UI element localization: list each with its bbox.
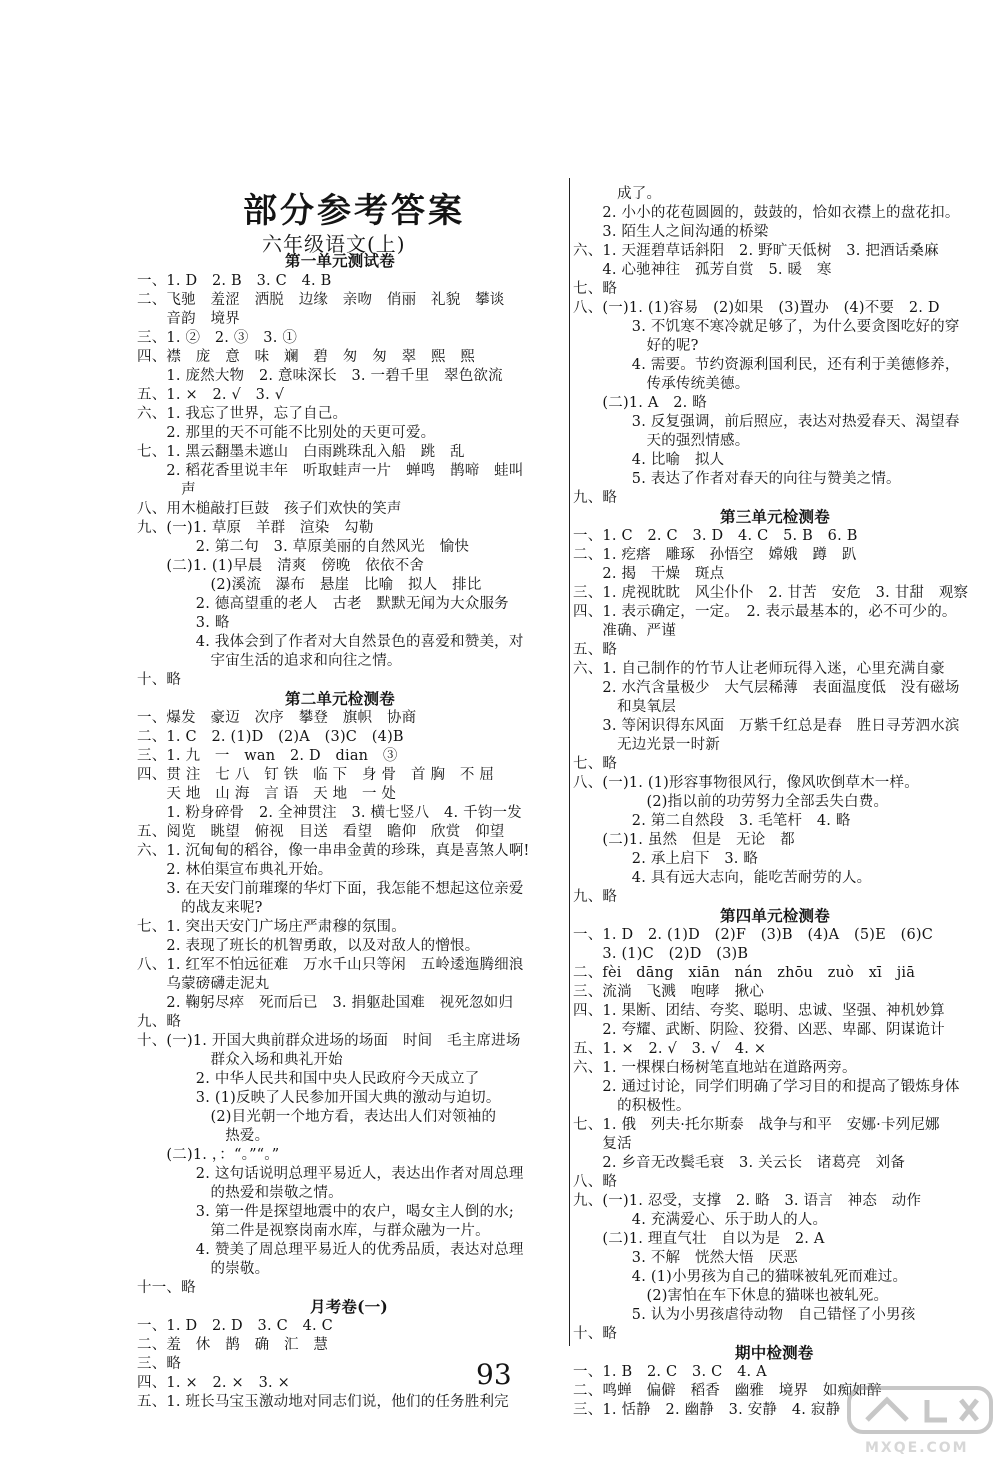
answer-line: 二、1. 疙瘩 雕琢 孙悟空 嫦娥 蹲 趴: [573, 547, 857, 563]
answer-line: 三、1. 九 一 wan 2. D dian ③: [137, 748, 398, 764]
answer-line: 三、1. ② 2. ③ 3. ①: [137, 330, 298, 346]
answer-line: 八、1. 红军不怕远征难 万水千山只等闲 五岭逶迤腾细浪: [137, 957, 524, 973]
answer-line: 六、1. 我忘了世界，忘了自己。: [137, 406, 348, 422]
answer-line: (二)1. ，：“。”“。”: [137, 1147, 280, 1163]
answer-line: 五、1. × 2. √ 3. √ 4. ×: [573, 1041, 767, 1057]
answer-line: 群众入场和典礼开始: [137, 1052, 343, 1068]
answer-line: (二)1. 虽然 但是 无论 都: [573, 832, 795, 848]
answer-line: (二)1. A 2. 略: [573, 395, 707, 411]
answer-line: 3. (1)C (2)D (3)B: [573, 946, 749, 962]
answer-line: 五、略: [573, 642, 618, 658]
answer-line: 2. 小小的花苞圆圆的，鼓鼓的，恰如衣襟上的盘花扣。: [573, 205, 960, 221]
section-heading: 第一单元测试卷: [285, 251, 395, 270]
answer-line: 七、略: [573, 756, 618, 772]
answer-line: 十、(一)1. 开国大典前群众进场的场面 时间 毛主席进场: [137, 1033, 521, 1049]
answer-line: 2. 第二自然段 3. 毛笔杆 4. 略: [573, 813, 851, 829]
section-heading: 第三单元检测卷: [720, 507, 830, 526]
answer-line: 2. 第二句 3. 草原美丽的自然风光 愉快: [137, 539, 470, 555]
answer-line: 五、阅览 眺望 俯视 目送 看望 瞻仰 欣赏 仰望: [137, 824, 505, 840]
answer-line: 4. (1)小男孩为自己的猫咪被轧死而难过。: [573, 1269, 908, 1285]
answer-line: 3. 反复强调，前后照应，表达对热爱春天、渴望春: [573, 414, 960, 430]
section-heading: 月考卷(一): [310, 1297, 388, 1316]
answer-line: 2. 这句话说明总理平易近人，表达出作者对周总理: [137, 1166, 524, 1182]
answer-line: 2. 水汽含量极少 大气层稀薄 表面温度低 没有磁场: [573, 680, 960, 696]
answer-line: 2. 德高望重的老人 古老 默默无闻为大众服务: [137, 596, 509, 612]
answer-line: 一、1. C 2. C 3. D 4. C 5. B 6. B: [573, 528, 858, 544]
answer-line: 七、1. 突出天安门广场庄严肃穆的氛围。: [137, 919, 406, 935]
answer-line: 九、(一)1. 草原 羊群 渲染 勾勒: [137, 520, 374, 536]
watermark-text: MXQE.COM: [865, 1440, 969, 1456]
answer-line: 一、1. D 2. B 3. C 4. B: [137, 273, 332, 289]
watermark-logo-icon: [845, 1382, 995, 1438]
answer-line: 四、襟 庞 意 味 斓 碧 匆 匆 翠 熙 熙: [137, 349, 476, 365]
answer-line: 十、略: [573, 1326, 618, 1342]
answer-line: 天的强烈情感。: [573, 433, 750, 449]
answer-line: 宇宙生活的追求和向往之情。: [137, 653, 402, 669]
answer-line: 2. 表现了班长的机智勇敢，以及对敌人的憎恨。: [137, 938, 480, 954]
answer-line: 的崇敬。: [137, 1261, 270, 1277]
answer-line: 4. 赞美了周总理平易近人的优秀品质，表达对总理: [137, 1242, 524, 1258]
section-heading: 期中检测卷: [735, 1343, 814, 1362]
page-number: 93: [476, 1358, 512, 1391]
answer-line: 2. 那里的天不可能不比别处的天更可爱。: [137, 425, 436, 441]
page-title: 部分参考答案: [243, 191, 465, 231]
answer-line: 4. 具有远大志向，能吃苦耐劳的人。: [573, 870, 872, 886]
answer-line: 一、1. D 2. (1)D (2)F (3)B (4)A (5)E (6)C: [573, 927, 934, 943]
answer-line: 八、用木槌敲打巨鼓 孩子们欢快的笑声: [137, 501, 402, 517]
answer-line: 五、1. × 2. √ 3. √: [137, 387, 285, 403]
answer-line: 的积极性。: [573, 1098, 691, 1114]
answer-line: 2. 中华人民共和国中央人民政府今天成立了: [137, 1071, 480, 1087]
answer-line: 热爱。: [137, 1128, 270, 1144]
answer-line: 六、1. 一棵棵白杨树笔直地站在道路两旁。: [573, 1060, 857, 1076]
answer-line: 和臭氧层: [573, 699, 676, 715]
answer-line: 2. 通过讨论，同学们明确了学习目的和提高了锻炼身体: [573, 1079, 960, 1095]
answer-line: 成了。: [573, 186, 662, 202]
answer-line: 4. 充满爱心、乐于助人的人。: [573, 1212, 828, 1228]
answer-line: 复活: [573, 1136, 632, 1152]
answer-line: 音韵 境界: [137, 311, 240, 327]
answer-line: 七、1. 俄 列夫·托尔斯泰 战争与和平 安娜·卡列尼娜: [573, 1117, 940, 1133]
answer-line: (2)指以前的功劳努力全部丢失白费。: [573, 794, 889, 810]
answer-line: 好的呢?: [573, 338, 699, 354]
answer-line: 2. 承上启下 3. 略: [573, 851, 759, 867]
answer-line: 三、略: [137, 1356, 182, 1372]
answer-line: (二)1. 理直气壮 自以为是 2. A: [573, 1231, 825, 1247]
section-heading: 第二单元检测卷: [285, 689, 395, 708]
answer-line: 第二件是视察岗南水库，与群众融为一片。: [137, 1223, 490, 1239]
answer-line: (二)1. (1)早晨 清爽 傍晚 依依不舍: [137, 558, 425, 574]
answer-line: 2. 林伯渠宣布典礼开始。: [137, 862, 333, 878]
answer-line: 二、1. C 2. (1)D (2)A (3)C (4)B: [137, 729, 404, 745]
answer-line: 九、略: [573, 889, 618, 905]
answer-line: 九、(一)1. 忍受，支撑 2. 略 3. 语言 神态 动作: [573, 1193, 922, 1209]
answer-line: 六、1. 沉甸甸的稻谷，像一串串金黄的珍珠，真是喜煞人啊!: [137, 843, 530, 859]
answer-line: 2. 夸耀、武断、阴险、狡猾、凶恶、卑鄙、阴谋诡计: [573, 1022, 945, 1038]
answer-line: 3. 等闲识得东风面 万紫千红总是春 胜日寻芳泗水滨: [573, 718, 960, 734]
answer-line: 乌蒙磅礴走泥丸: [137, 976, 270, 992]
answer-line: 的热爱和崇敬之情。: [137, 1185, 343, 1201]
answer-line: 四、1. 表示确定，一定。 2. 表示最基本的，必不可少的。: [573, 604, 957, 620]
answer-line: 4. 我体会到了作者对大自然景色的喜爱和赞美，对: [137, 634, 524, 650]
answer-line: 2. 揭 干燥 斑点: [573, 566, 725, 582]
answer-line: (2)溪流 瀑布 悬崖 比喻 拟人 排比: [137, 577, 482, 593]
answer-line: 一、爆发 豪迈 次序 攀登 旗帜 协商: [137, 710, 417, 726]
answer-line: 2. 稻花香里说丰年 听取蛙声一片 蝉鸣 鹊啼 蛙叫: [137, 463, 524, 479]
section-heading: 第四单元检测卷: [720, 906, 830, 925]
answer-line: 二、鸣蝉 偏僻 稻香 幽雅 境界 如痴如醉: [573, 1383, 882, 1399]
answer-line: (2)目光朝一个地方看，表达出人们对领袖的: [137, 1109, 497, 1125]
answer-line: 二、fèi dāng xiān nán zhōu zuò xī jiā: [573, 965, 916, 981]
answer-line: 二、飞驰 羞涩 洒脱 边缘 亲吻 俏丽 礼貌 攀谈: [137, 292, 505, 308]
answer-line: 3. 第一件是探望地震中的农户，喝女主人倒的水;: [137, 1204, 514, 1220]
answer-line: 3. 略: [137, 615, 230, 631]
answer-line: 4. 需要。节约资源利国利民，还有利于美德修养，: [573, 357, 960, 373]
answer-line: 2. 乡音无改鬓毛衰 3. 关云长 诸葛亮 刘备: [573, 1155, 906, 1171]
answer-line: 八、(一)1. (1)容易 (2)如果 (3)置办 (4)不要 2. D: [573, 300, 940, 316]
answer-line: 准确、严谨: [573, 623, 676, 639]
answer-line: 3. 陌生人之间沟通的桥梁: [573, 224, 769, 240]
answer-line: 1. 粉身碎骨 2. 全神贯注 3. 横七竖八 4. 千钧一发: [137, 805, 522, 821]
answer-line: 六、1. 天涯碧草话斜阳 2. 野旷天低树 3. 把酒话桑麻: [573, 243, 939, 259]
column-divider: [569, 178, 570, 1346]
answer-line: 天 地 山 海 言 语 天 地 一 处: [137, 786, 397, 802]
answer-line: 三、1. 恬静 2. 幽静 3. 安静 4. 寂静: [573, 1402, 841, 1418]
answer-line: 十一、略: [137, 1280, 196, 1296]
answer-line: 3. 不饥寒不寒冷就足够了，为什么要贪图吃好的穿: [573, 319, 960, 335]
answer-line: 七、略: [573, 281, 618, 297]
answer-line: 三、流淌 飞溅 咆哮 揪心: [573, 984, 765, 1000]
answer-line: (2)害怕在车下休息的猫咪也被轧死。: [573, 1288, 889, 1304]
answer-line: 2. 鞠躬尽瘁 死而后已 3. 捐躯赴国难 视死忽如归: [137, 995, 514, 1011]
answer-line: 一、1. B 2. C 3. C 4. A: [573, 1364, 767, 1380]
answer-line: 九、略: [573, 490, 618, 506]
answer-line: 3. (1)反映了人民参加开国大典的激动与迫切。: [137, 1090, 501, 1106]
answer-line: 3. 在天安门前璀璨的华灯下面，我怎能不想起这位亲爱: [137, 881, 524, 897]
answer-line: 1. 庞然大物 2. 意味深长 3. 一碧千里 翠色欲流: [137, 368, 503, 384]
answer-line: 六、1. 自己制作的竹节人让老师玩得入迷，心里充满自豪: [573, 661, 945, 677]
answer-line: 传承传统美德。: [573, 376, 750, 392]
answer-line: 二、羞 休 鹊 确 汇 慧: [137, 1337, 329, 1353]
answer-line: 4. 比喻 拟人: [573, 452, 725, 468]
answer-line: 三、1. 虎视眈眈 风尘仆仆 2. 甘苦 安危 3. 甘甜 观察: [573, 585, 969, 601]
answer-line: 四、1. 果断、团结、夸奖、聪明、忠诚、坚强、神机妙算: [573, 1003, 945, 1019]
answer-line: 九、略: [137, 1014, 182, 1030]
answer-line: 3. 不解 恍然大悟 厌恶: [573, 1250, 798, 1266]
answer-line: 十、略: [137, 672, 182, 688]
answer-line: 四、1. × 2. × 3. ×: [137, 1375, 290, 1391]
answer-line: 5. 表达了作者对春天的向往与赞美之情。: [573, 471, 901, 487]
answer-line: 八、(一)1. (1)形容事物很风行，像风吹倒草木一样。: [573, 775, 919, 791]
answer-line: 无边光景一时新: [573, 737, 720, 753]
answer-line: 5. 认为小男孩虐待动物 自己错怪了小男孩: [573, 1307, 916, 1323]
subtitle: 六年级语文(上): [262, 232, 406, 256]
answer-line: 一、1. D 2. D 3. C 4. C: [137, 1318, 333, 1334]
answer-line: 四、贯 注 七 八 钉 铁 临 下 身 骨 首 胸 不 屈: [137, 767, 495, 783]
answer-line: 的战友来呢?: [137, 900, 263, 916]
answer-line: 4. 心驰神往 孤芳自赏 5. 暖 寒: [573, 262, 832, 278]
answer-line: 声: [137, 482, 196, 498]
answer-line: 八、略: [573, 1174, 618, 1190]
watermark: [845, 1382, 995, 1462]
answer-line: 五、1. 班长马宝玉激动地对同志们说，他们的任务胜利完: [137, 1394, 509, 1410]
answer-line: 七、1. 黑云翻墨未遮山 白雨跳珠乱入船 跳 乱: [137, 444, 465, 460]
